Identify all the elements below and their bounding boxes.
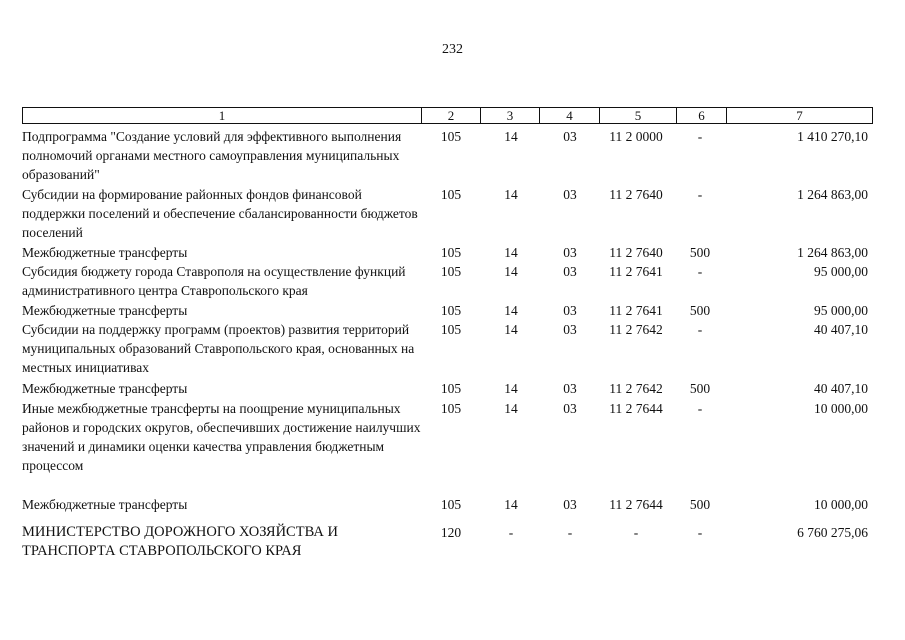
- row-code-2: 105: [440, 381, 462, 396]
- row-amount: 40 407,10: [814, 381, 868, 396]
- row-code-5: 11 2 7641: [609, 264, 663, 279]
- header-col-7: 7: [796, 108, 803, 123]
- row-name: Иные межбюджетные трансферты на поощрение муниципальных районов и городских округов, обеспечивших достижение наилучших значений и динамики оценки качества управления бюджетным процессом: [22, 401, 421, 473]
- row-code-4: 03: [563, 264, 577, 279]
- row-code-3: 14: [504, 381, 518, 396]
- row-code-2: 105: [440, 322, 462, 337]
- row-code-5: 11 2 7642: [609, 381, 663, 396]
- row-code-2: 105: [440, 497, 462, 512]
- row-name: Межбюджетные трансферты: [22, 381, 188, 396]
- row-code-6: -: [697, 322, 703, 337]
- row-code-2: 105: [440, 264, 462, 279]
- row-code-3: 14: [504, 129, 518, 144]
- header-col-3: 3: [506, 108, 514, 123]
- row-code-3: 14: [504, 303, 518, 318]
- row-name: Субсидии на поддержку программ (проектов) развития территорий муниципальных образований Ставропольского края, основанных на местных инициативах: [22, 322, 415, 375]
- header-col-2: 2: [447, 108, 455, 123]
- row-code-5: 11 2 0000: [609, 129, 663, 144]
- row-code-5: 11 2 7641: [609, 303, 663, 318]
- row-code-6: 500: [689, 497, 711, 512]
- row-amount: 95 000,00: [814, 303, 868, 318]
- row-code-3: 14: [504, 245, 518, 260]
- row-code-3: 14: [504, 187, 518, 202]
- row-amount: 95 000,00: [814, 264, 868, 279]
- row-code-6: -: [697, 264, 703, 279]
- row-code-2: 105: [440, 129, 462, 144]
- row-code-5: 11 2 7640: [609, 245, 663, 260]
- row-code-3: 14: [504, 322, 518, 337]
- row-name: МИНИСТЕРСТВО ДОРОЖНОГО ХОЗЯЙСТВА И ТРАНСПОРТА СТАВРОПОЛЬСКОГО КРАЯ: [22, 524, 338, 559]
- header-col-5: 5: [634, 108, 642, 123]
- row-amount: 1 264 863,00: [797, 245, 868, 260]
- row-code-6: 500: [689, 303, 711, 318]
- row-amount: 1 410 270,10: [797, 129, 868, 144]
- header-col-1: 1: [218, 108, 226, 123]
- row-name: Субсидии на формирование районных фондов финансовой поддержки поселений и обеспечение сбалансированности бюджетов поселений: [22, 187, 418, 240]
- row-code-6: 500: [689, 245, 711, 260]
- row-code-6: -: [697, 187, 703, 202]
- row-name: Межбюджетные трансферты: [22, 303, 188, 318]
- row-code-5: 11 2 7642: [609, 322, 663, 337]
- page-number: 232: [442, 42, 463, 57]
- row-name: Подпрограмма "Создание условий для эффективного выполнения полномочий органами местного самоуправления муниципальных образований": [22, 129, 402, 182]
- row-code-5: 11 2 7640: [609, 187, 663, 202]
- row-code-4: 03: [563, 381, 577, 396]
- row-amount: 1 264 863,00: [797, 187, 868, 202]
- table-header: [22, 107, 873, 124]
- row-code-6: 500: [689, 381, 711, 396]
- row-name: Межбюджетные трансферты: [22, 497, 188, 512]
- header-col-6: 6: [698, 108, 705, 123]
- row-code-4: 03: [563, 322, 577, 337]
- row-code-2: 120: [440, 525, 462, 540]
- row-code-4: 03: [563, 245, 577, 260]
- row-code-3: 14: [504, 497, 518, 512]
- row-code-6: -: [697, 129, 703, 144]
- row-code-4: -: [567, 525, 573, 540]
- row-code-6: -: [697, 525, 703, 540]
- row-name: Субсидия бюджету города Ставрополя на осуществление функций административного центра Ставропольского края: [22, 264, 406, 298]
- row-code-3: 14: [504, 264, 518, 279]
- row-name: Межбюджетные трансферты: [22, 245, 188, 260]
- row-code-5: -: [633, 525, 639, 540]
- row-code-5: 11 2 7644: [609, 401, 663, 416]
- row-code-3: 14: [504, 401, 518, 416]
- row-code-5: 11 2 7644: [609, 497, 663, 512]
- row-code-4: 03: [563, 401, 577, 416]
- row-code-4: 03: [563, 187, 577, 202]
- row-code-4: 03: [563, 303, 577, 318]
- row-code-2: 105: [440, 303, 462, 318]
- row-code-4: 03: [563, 129, 577, 144]
- row-amount: 40 407,10: [814, 322, 868, 337]
- row-code-4: 03: [563, 497, 577, 512]
- row-code-3: -: [508, 525, 514, 540]
- row-code-2: 105: [440, 401, 462, 416]
- row-code-2: 105: [440, 187, 462, 202]
- row-amount: 6 760 275,06: [797, 525, 868, 540]
- row-code-6: -: [697, 401, 703, 416]
- row-code-2: 105: [440, 245, 462, 260]
- header-col-4: 4: [566, 108, 573, 123]
- row-amount: 10 000,00: [814, 401, 868, 416]
- row-amount: 10 000,00: [814, 497, 868, 512]
